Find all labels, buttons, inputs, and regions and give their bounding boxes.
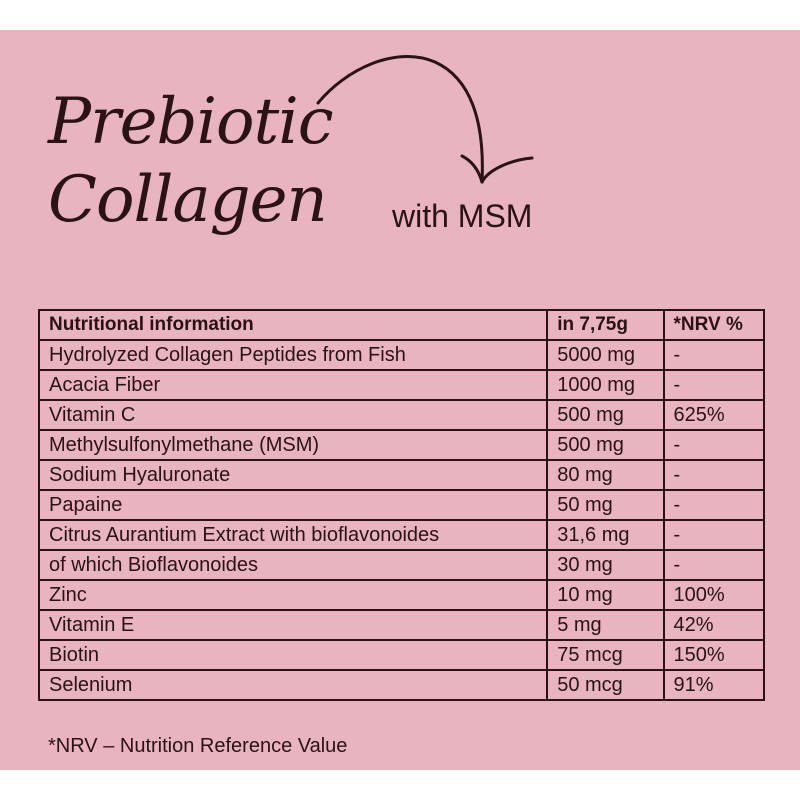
header-nrv: *NRV % — [664, 310, 765, 340]
header-amount: in 7,75g — [547, 310, 663, 340]
nutrient-name: Papaine — [39, 490, 547, 520]
nutrition-table — [38, 309, 765, 701]
nrv-footnote: *NRV – Nutrition Reference Value — [48, 735, 348, 757]
table-row — [39, 430, 764, 460]
table-header-row — [39, 310, 764, 340]
nutrient-nrv: 100% — [664, 580, 765, 610]
nutrient-nrv: - — [664, 460, 765, 490]
nutrient-name: Selenium — [39, 670, 547, 700]
nutrient-amount: 50 mcg — [547, 670, 663, 700]
nutrient-amount: 75 mcg — [547, 640, 663, 670]
nutrient-nrv: - — [664, 490, 765, 520]
nutrient-name: Citrus Aurantium Extract with bioflavonoides — [39, 520, 547, 550]
nutrient-amount: 80 mg — [547, 460, 663, 490]
nutrient-nrv: - — [664, 430, 765, 460]
nutrient-nrv: 150% — [664, 640, 765, 670]
table-row — [39, 460, 764, 490]
nutrient-nrv: 42% — [664, 610, 765, 640]
nutrient-amount: 31,6 mg — [547, 520, 663, 550]
nutrient-name: Biotin — [39, 640, 547, 670]
table-row — [39, 610, 764, 640]
nutrient-nrv: - — [664, 520, 765, 550]
table-row — [39, 640, 764, 670]
nutrient-name: Acacia Fiber — [39, 370, 547, 400]
nutrient-amount: 5 mg — [547, 610, 663, 640]
nutrient-name: of which Bioflavonoides — [39, 550, 547, 580]
nutrient-nrv: 625% — [664, 400, 765, 430]
nutrient-name: Hydrolyzed Collagen Peptides from Fish — [39, 340, 547, 370]
nutrient-amount: 500 mg — [547, 400, 663, 430]
nutrient-name: Vitamin C — [39, 400, 547, 430]
nutrient-nrv: - — [664, 550, 765, 580]
table-row — [39, 520, 764, 550]
nutrient-name: Vitamin E — [39, 610, 547, 640]
nutrient-nrv: 91% — [664, 670, 765, 700]
nutrient-amount: 5000 mg — [547, 340, 663, 370]
table-row — [39, 340, 764, 370]
nutrient-amount: 50 mg — [547, 490, 663, 520]
nutrient-amount: 30 mg — [547, 550, 663, 580]
product-subtitle: with MSM — [392, 198, 533, 234]
table-row — [39, 490, 764, 520]
nutrient-amount: 1000 mg — [547, 370, 663, 400]
nutrient-name: Zinc — [39, 580, 547, 610]
nutrient-name: Sodium Hyaluronate — [39, 460, 547, 490]
table-row — [39, 550, 764, 580]
product-title-line-2: Collagen — [48, 163, 327, 237]
table-row — [39, 400, 764, 430]
header-nutritional-information: Nutritional information — [39, 310, 547, 340]
nutrient-amount: 10 mg — [547, 580, 663, 610]
product-title-line-1: Prebiotic — [48, 85, 333, 159]
nutrient-nrv: - — [664, 370, 765, 400]
nutrient-name: Methylsulfonylmethane (MSM) — [39, 430, 547, 460]
table-row — [39, 670, 764, 700]
table-row — [39, 370, 764, 400]
nutrient-nrv: - — [664, 340, 765, 370]
table-row — [39, 580, 764, 610]
nutrient-amount: 500 mg — [547, 430, 663, 460]
